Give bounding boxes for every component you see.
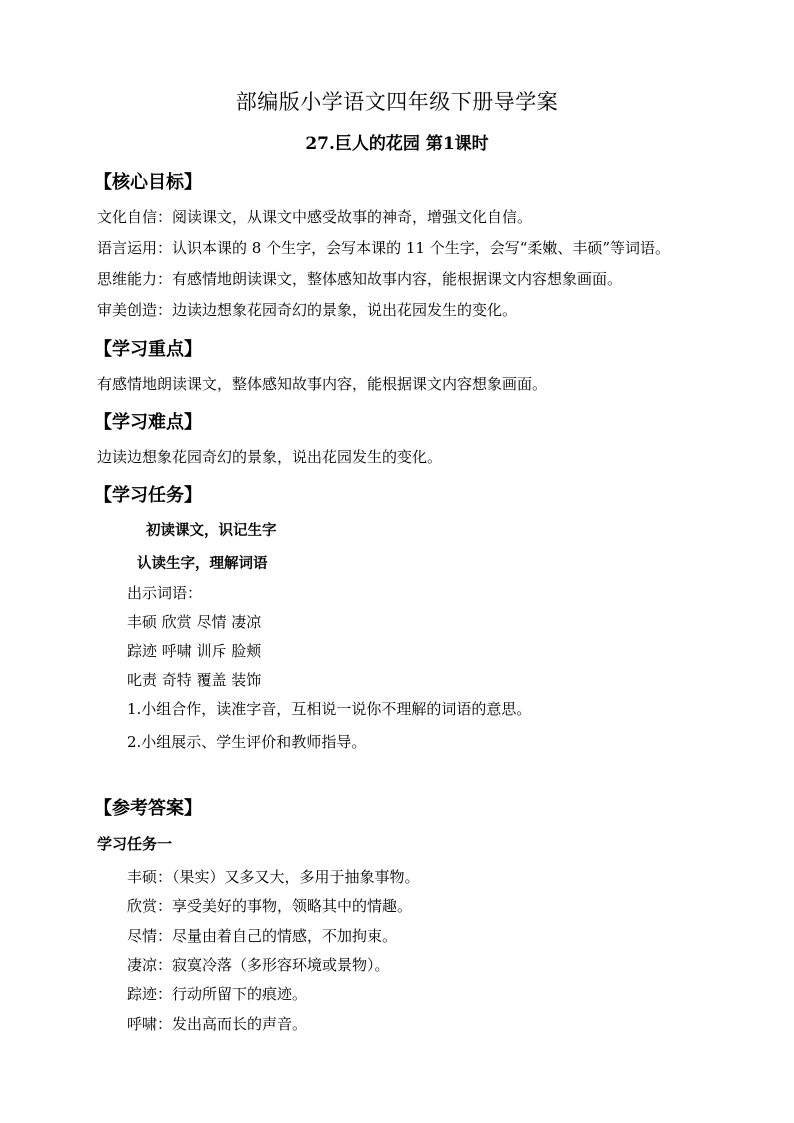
document-title: 部编版小学语文四年级下册导学案 xyxy=(235,90,559,114)
word-row: 踪迹 呼啸 训斥 脸颊 xyxy=(127,642,262,660)
answer-item: 丰硕：（果实）又多又大，多用于抽象事物。 xyxy=(127,868,420,886)
answer-item: 踪迹：行动所留下的痕迹。 xyxy=(127,985,308,1003)
answer-item: 凄凉：寂寞冷落（多形容环境或景物）。 xyxy=(127,956,390,974)
answer-item: 呼啸：发出高而长的声音。 xyxy=(127,1015,308,1033)
difficulties-text: 边读边想象花园奇幻的景象，说出花园发生的变化。 xyxy=(97,448,443,466)
word-row: 丰硕 欣赏 尽情 凄凉 xyxy=(127,613,262,631)
core-goal-line: 文化自信：阅读课文，从课文中感受故事的神奇，增强文化自信。 xyxy=(97,208,533,226)
word-row: 叱责 奇特 覆盖 装饰 xyxy=(127,671,262,689)
answers-subheading: 学习任务一 xyxy=(97,835,173,853)
task-step: 1.小组合作，读准字音，互相说一说你不理解的词语的意思。 xyxy=(127,700,532,718)
core-goal-line: 审美创造：边读边想象花园奇幻的景象，说出花园发生的变化。 xyxy=(97,301,518,319)
task-step: 2.小组展示、学生评价和教师指导。 xyxy=(127,733,367,751)
task-subtitle: 认读生字，理解词语 xyxy=(137,555,268,572)
section-heading-answers: 【参考答案】 xyxy=(94,798,202,819)
section-heading-core-goals: 【核心目标】 xyxy=(94,172,202,193)
answer-item: 尽情：尽量由着自己的情感，不加拘束。 xyxy=(127,927,398,945)
key-points-text: 有感情地朗读课文，整体感知故事内容，能根据课文内容想象画面。 xyxy=(97,375,548,393)
lesson-subtitle: 27.巨人的花园 第1课时 xyxy=(305,134,489,154)
task-title: 初读课文，识记生字 xyxy=(146,522,277,539)
answer-item: 欣赏：享受美好的事物，领略其中的情趣。 xyxy=(127,897,413,915)
core-goal-line: 思维能力：有感情地朗读课文，整体感知故事内容，能根据课文内容想象画面。 xyxy=(97,270,623,288)
core-goal-line: 语言运用：认识本课的 8 个生字，会写本课的 11 个生字，会写“柔嫩、丰硕”等词语。 xyxy=(97,239,671,257)
section-heading-key-points: 【学习重点】 xyxy=(94,339,202,360)
section-heading-tasks: 【学习任务】 xyxy=(94,485,202,506)
words-intro: 出示词语： xyxy=(127,584,203,602)
section-heading-difficulties: 【学习难点】 xyxy=(94,412,202,433)
